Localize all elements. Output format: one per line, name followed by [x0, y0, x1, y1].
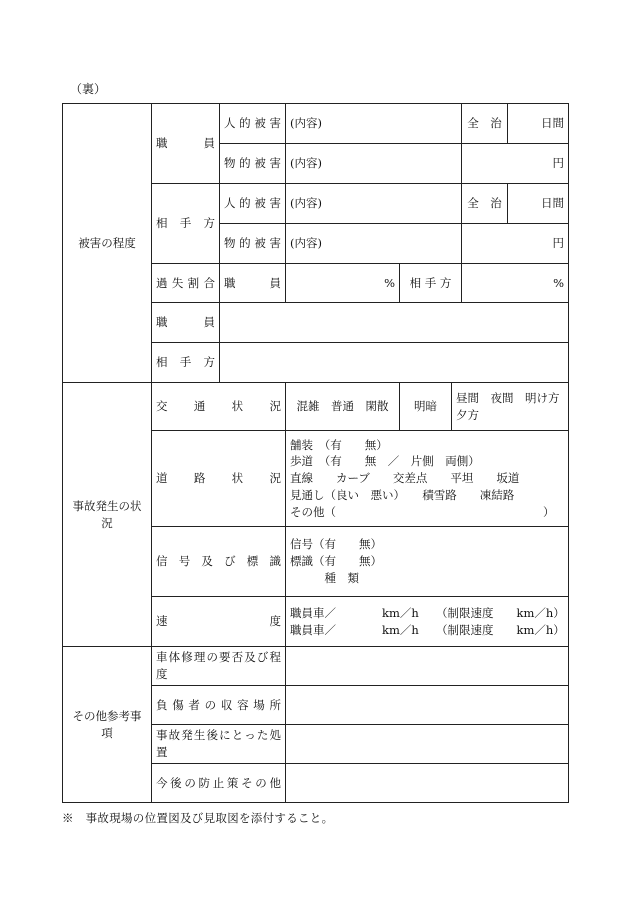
time-of-day-options[interactable] — [452, 383, 569, 431]
other-personal-damage-label: 人的被害 — [220, 184, 286, 224]
other-row-field[interactable] — [220, 343, 569, 383]
staff-property-damage-amount[interactable]: 円 — [462, 144, 569, 184]
attachment-note: ※ 事故現場の位置図及び見取図を添付すること。 — [62, 811, 334, 825]
staff-personal-damage-content[interactable]: (内容) — [286, 104, 462, 144]
staff-row-field[interactable] — [220, 303, 569, 343]
other-full-recovery-label: 全 治 — [462, 184, 508, 224]
light-label: 明暗 — [400, 383, 452, 431]
staff-full-recovery-label: 全 治 — [462, 104, 508, 144]
other-party-label: 相 手 方 — [152, 184, 220, 264]
prevention-label: 今後の防止策その他 — [152, 764, 286, 803]
accident-report-form — [62, 103, 569, 803]
signal-line: 種 類 — [290, 570, 359, 585]
road-label: 道 路 状 況 — [152, 431, 286, 527]
fault-other-label: 相 手 方 — [400, 264, 462, 303]
staff-property-damage-content[interactable]: (内容) — [286, 144, 462, 184]
situation-section-label: 事故発生の状況 — [63, 383, 152, 647]
road-conditions[interactable] — [286, 431, 569, 527]
time-line-2: 夕方 — [456, 407, 479, 422]
signal-line: 信号（有 無） — [290, 537, 382, 552]
repair-label: 車体修理の要否及び程度 — [152, 647, 286, 686]
post-accident-action-label: 事故発生後にとった処置 — [152, 725, 286, 764]
speed-values[interactable] — [286, 597, 569, 647]
time-line-1: 昼間 夜間 明け方 — [456, 390, 560, 405]
signal-label: 信号及び標識 — [152, 527, 286, 597]
road-line: 見通し（良い 悪い） 積雪路 凍結路 — [290, 487, 515, 502]
fault-staff-percent[interactable]: % — [286, 264, 400, 303]
staff-recovery-days[interactable]: 日間 — [508, 104, 569, 144]
fault-staff-label: 職 員 — [220, 264, 286, 303]
road-line: 舗装 （有 無） — [290, 437, 388, 452]
other-section-label: その他参考事項 — [63, 647, 152, 803]
other-personal-damage-content[interactable]: (内容) — [286, 184, 462, 224]
road-line: その他（ ） — [290, 504, 555, 519]
traffic-options[interactable]: 混雑 普通 閑散 — [286, 383, 400, 431]
post-accident-action-field[interactable] — [286, 725, 569, 764]
prevention-field[interactable] — [286, 764, 569, 803]
other-property-damage-label: 物的被害 — [220, 224, 286, 264]
road-line: 直線 カーブ 交差点 平坦 坂道 — [290, 471, 520, 486]
road-line: 歩道 （有 無 ／ 片側 両側） — [290, 454, 480, 469]
signal-conditions[interactable] — [286, 527, 569, 597]
staff-personal-damage-label: 人的被害 — [220, 104, 286, 144]
speed-label: 速 度 — [152, 597, 286, 647]
speed-line: 職員車／ km／h （制限速度 km／h） — [290, 622, 565, 637]
staff-label: 職 員 — [152, 104, 220, 184]
fault-other-percent[interactable]: % — [462, 264, 569, 303]
other-property-damage-content[interactable]: (内容) — [286, 224, 462, 264]
speed-line: 職員車／ km／h （制限速度 km／h） — [290, 605, 565, 620]
injured-location-field[interactable] — [286, 686, 569, 725]
staff-row-label: 職 員 — [152, 303, 220, 343]
damage-section-label: 被害の程度 — [63, 104, 152, 383]
repair-field[interactable] — [286, 647, 569, 686]
other-property-damage-amount[interactable]: 円 — [462, 224, 569, 264]
signal-line: 標識（有 無） — [290, 554, 382, 569]
page-side-label: （裏） — [70, 82, 107, 96]
injured-location-label: 負傷者の収容場所 — [152, 686, 286, 725]
fault-ratio-label: 過失割合 — [152, 264, 220, 303]
other-row-label: 相 手 方 — [152, 343, 220, 383]
other-recovery-days[interactable]: 日間 — [508, 184, 569, 224]
staff-property-damage-label: 物的被害 — [220, 144, 286, 184]
traffic-label: 交 通 状 況 — [152, 383, 286, 431]
